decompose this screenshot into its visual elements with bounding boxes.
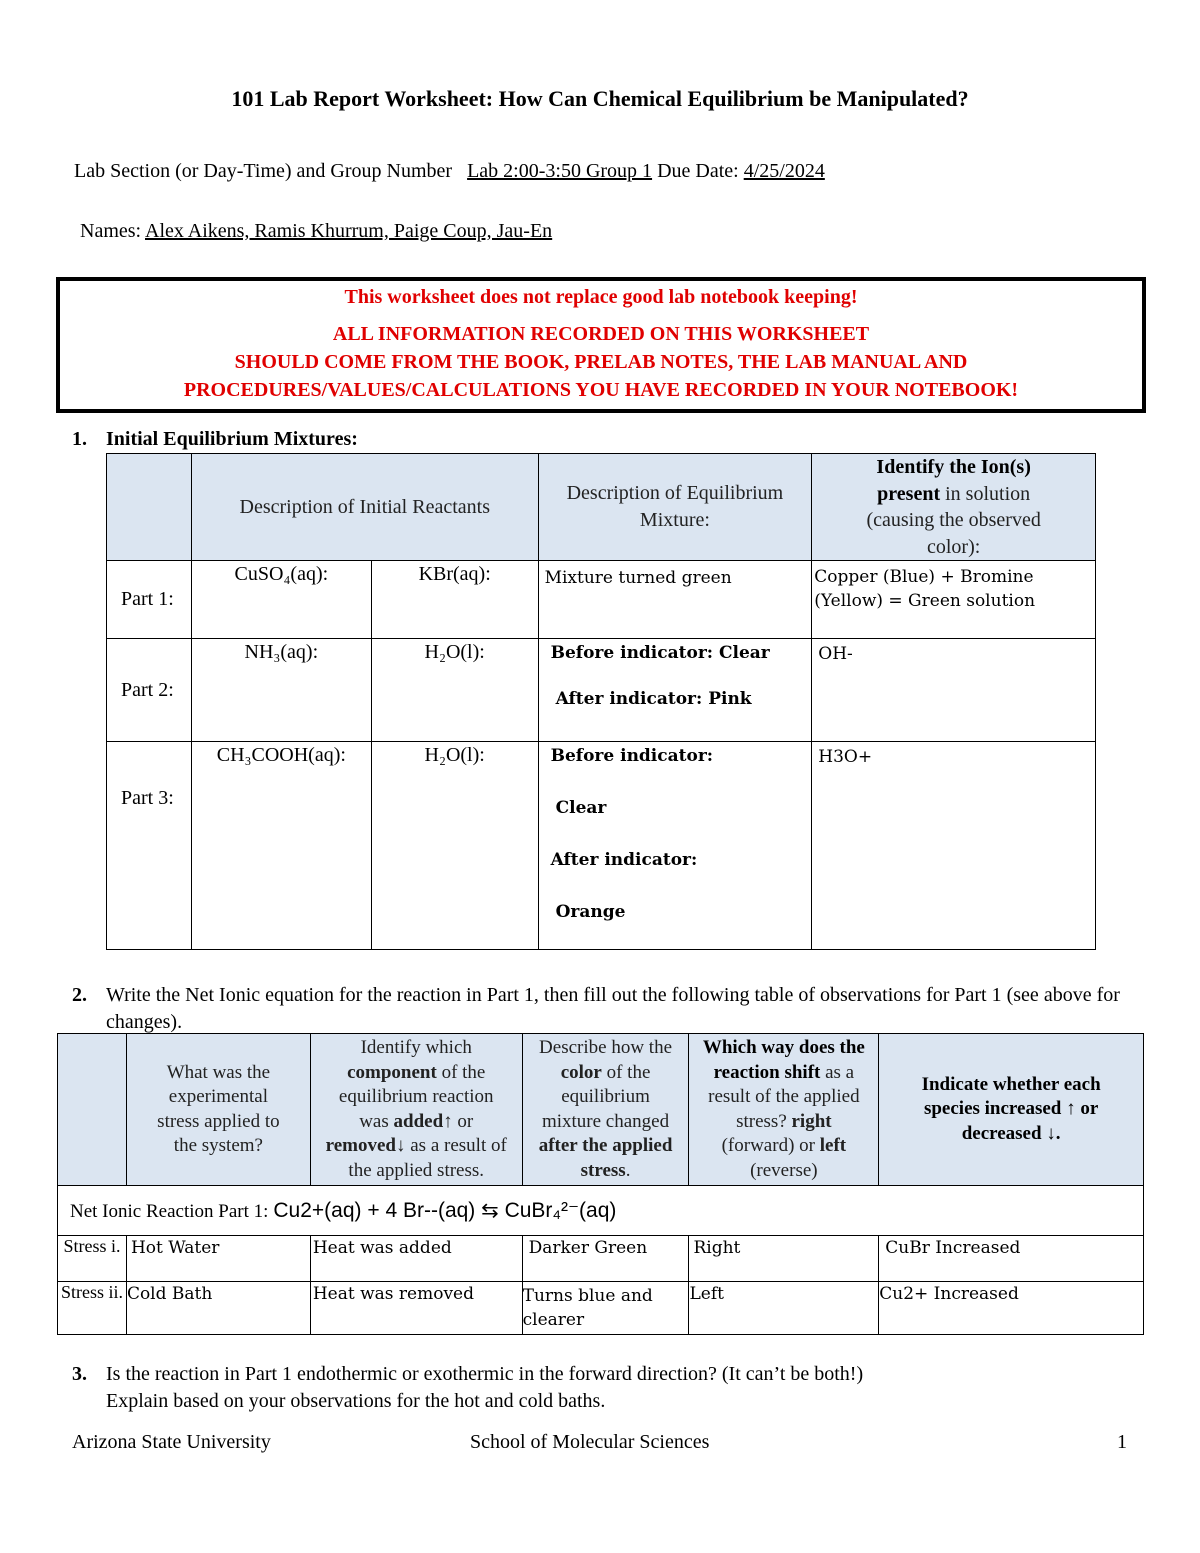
question-1-heading [72, 428, 358, 451]
mixture-description: Mixture turned green [538, 561, 812, 639]
reactant-1: CuSO₄(aq): [191, 561, 371, 639]
reactant-2: H₂O(l): [371, 742, 538, 950]
header-component [310, 1034, 522, 1186]
header-shift-left: left [819, 1135, 847, 1156]
header-shift-right: right [791, 1110, 832, 1132]
mixture-after-value: Orange [555, 902, 626, 922]
question-3 [72, 1361, 863, 1415]
page-title: 101 Lab Report Worksheet: How Can Chemical Equilibrium be Manipulated? [231, 86, 969, 111]
question-2 [72, 982, 1122, 1036]
net-ionic-cell [58, 1186, 1144, 1236]
part-label: Part 2: [107, 639, 192, 742]
header-shift-text: (reverse) [750, 1159, 818, 1181]
stress-applied: Cold Bath [126, 1282, 310, 1335]
warning-line-2: ALL INFORMATION RECORDED ON THIS WORKSHEET [332, 323, 870, 345]
header-component-added: added↑ [393, 1110, 453, 1132]
mixture-before: Before indicator: Clear [550, 643, 770, 663]
reactant-2: KBr(aq): [371, 561, 538, 639]
shift-direction: Right [689, 1236, 879, 1282]
header-ions-bold: Identify the Ion(s) present [876, 456, 1031, 505]
header-ions [812, 454, 1096, 561]
footer-school: School of Molecular Sciences [470, 1431, 710, 1453]
header-stress: What was the experimental stress applied to the system? [126, 1034, 310, 1186]
footer-university: Arizona State University [72, 1431, 271, 1453]
due-label: Due Date: [657, 160, 739, 182]
header-blank [107, 454, 192, 561]
header-color-text: Describe how the [539, 1037, 673, 1058]
header-component-text: or [457, 1110, 474, 1132]
net-ionic-label: Net Ionic Reaction Part 1: [70, 1201, 269, 1222]
header-color-text: of the equilibrium mixture changed [541, 1061, 670, 1132]
reactant-1: CH₃COOH(aq): [191, 742, 371, 950]
mixture-before: Before indicator: [550, 746, 714, 766]
header-color-bold: color [560, 1061, 602, 1083]
ions-present: OH- [812, 639, 1096, 742]
mixture-before-value: Clear [555, 798, 607, 818]
part-label: Part 3: [107, 742, 192, 950]
header-species: Indicate whether each species increased ↑ or decreased ↓. [879, 1034, 1144, 1186]
header-component-text: as a result of the applied stress. [348, 1135, 507, 1181]
warning-line-1: This worksheet does not replace good lab notebook keeping! [344, 286, 858, 308]
header-blank [58, 1034, 127, 1186]
reactant-2: H₂O(l): [371, 639, 538, 742]
question-number: 3. [72, 1363, 87, 1385]
reactant-1: NH₃(aq): [191, 639, 371, 742]
header-component-text: Identify which [360, 1037, 472, 1058]
question-number: 2. [72, 984, 87, 1006]
color-change: Turns blue and clearer [522, 1282, 689, 1335]
question-3-line-2: Explain based on your observations for the hot and cold baths. [106, 1390, 606, 1412]
stress-label: Stress ii. [58, 1282, 127, 1335]
stress-label: Stress i. [58, 1236, 127, 1282]
table-row [58, 1236, 1144, 1282]
header-shift-bold: Which way does the reaction shift [702, 1037, 865, 1083]
ions-present: Copper (Blue) + Bromine (Yellow) = Green solution [812, 561, 1096, 639]
question-2-text: Write the Net Ionic equation for the reaction in Part 1, then fill out the following table of observations for Part 1 (see above for changes). [106, 984, 1120, 1033]
table-row [107, 561, 1096, 639]
component-changed: Heat was added [310, 1236, 522, 1282]
header-component-removed: removed↓ [325, 1135, 406, 1156]
header-shift-text: (forward) or [721, 1135, 815, 1156]
mixture-after: After indicator: Pink [555, 689, 752, 709]
header-shift [689, 1034, 879, 1186]
net-ionic-equation: Cu2+(aq) + 4 Br--(aq) ⇆ CuBr₄²⁻(aq) [273, 1199, 617, 1222]
header-component-bold: component [347, 1061, 437, 1083]
warning-box [56, 277, 1146, 413]
warning-line-4: PROCEDURES/VALUES/CALCULATIONS YOU HAVE RECORDED IN YOUR NOTEBOOK! [183, 379, 1019, 401]
lab-section-line [74, 160, 825, 183]
header-shift-text: as a result of the applied stress? [708, 1061, 860, 1132]
due-value: 4/25/2024 [743, 160, 825, 182]
section-label: Lab Section (or Day-Time) and Group Number [74, 160, 453, 182]
mixture-after: After indicator: [550, 850, 698, 870]
header-reactants: Description of Initial Reactants [191, 454, 538, 561]
question-number: 1. [72, 428, 87, 450]
species-change: CuBr Increased [879, 1236, 1144, 1282]
net-ionic-row [58, 1186, 1144, 1236]
table-row [58, 1282, 1144, 1335]
header-color-text: . [625, 1159, 631, 1181]
footer-page-number: 1 [1117, 1431, 1127, 1453]
section-value: Lab 2:00-3:50 Group 1 [467, 160, 653, 182]
mixture-description [538, 742, 812, 950]
stress-applied: Hot Water [126, 1236, 310, 1282]
names-line [80, 220, 552, 243]
header-ions-rest: in solution (causing the observed color): [866, 482, 1041, 558]
observations-table [57, 1033, 1144, 1335]
initial-equilibrium-table [106, 453, 1096, 950]
names-label: Names: [80, 220, 142, 242]
header-color-bold: after the applied stress [538, 1135, 673, 1181]
mixture-description [538, 639, 812, 742]
table-row [107, 742, 1096, 950]
shift-direction: Left [689, 1282, 879, 1335]
names-value: Alex Aikens, Ramis Khurrum, Paige Coup, Jau-En [145, 220, 553, 242]
color-change: Darker Green [522, 1236, 689, 1282]
species-change: Cu2+ Increased [879, 1282, 1144, 1335]
header-color [522, 1034, 689, 1186]
header-mixture: Description of Equilibrium Mixture: [538, 454, 812, 561]
part-label: Part 1: [107, 561, 192, 639]
question-1-title: Initial Equilibrium Mixtures: [106, 428, 358, 450]
component-changed: Heat was removed [310, 1282, 522, 1335]
warning-line-3: SHOULD COME FROM THE BOOK, PRELAB NOTES, THE LAB MANUAL AND [234, 351, 968, 373]
question-3-line-1: Is the reaction in Part 1 endothermic or exothermic in the forward direction? (It can’t be both!) [106, 1363, 864, 1385]
table-row [107, 639, 1096, 742]
header-component-text: of the equilibrium reaction was [338, 1061, 494, 1132]
ions-present: H3O+ [812, 742, 1096, 950]
